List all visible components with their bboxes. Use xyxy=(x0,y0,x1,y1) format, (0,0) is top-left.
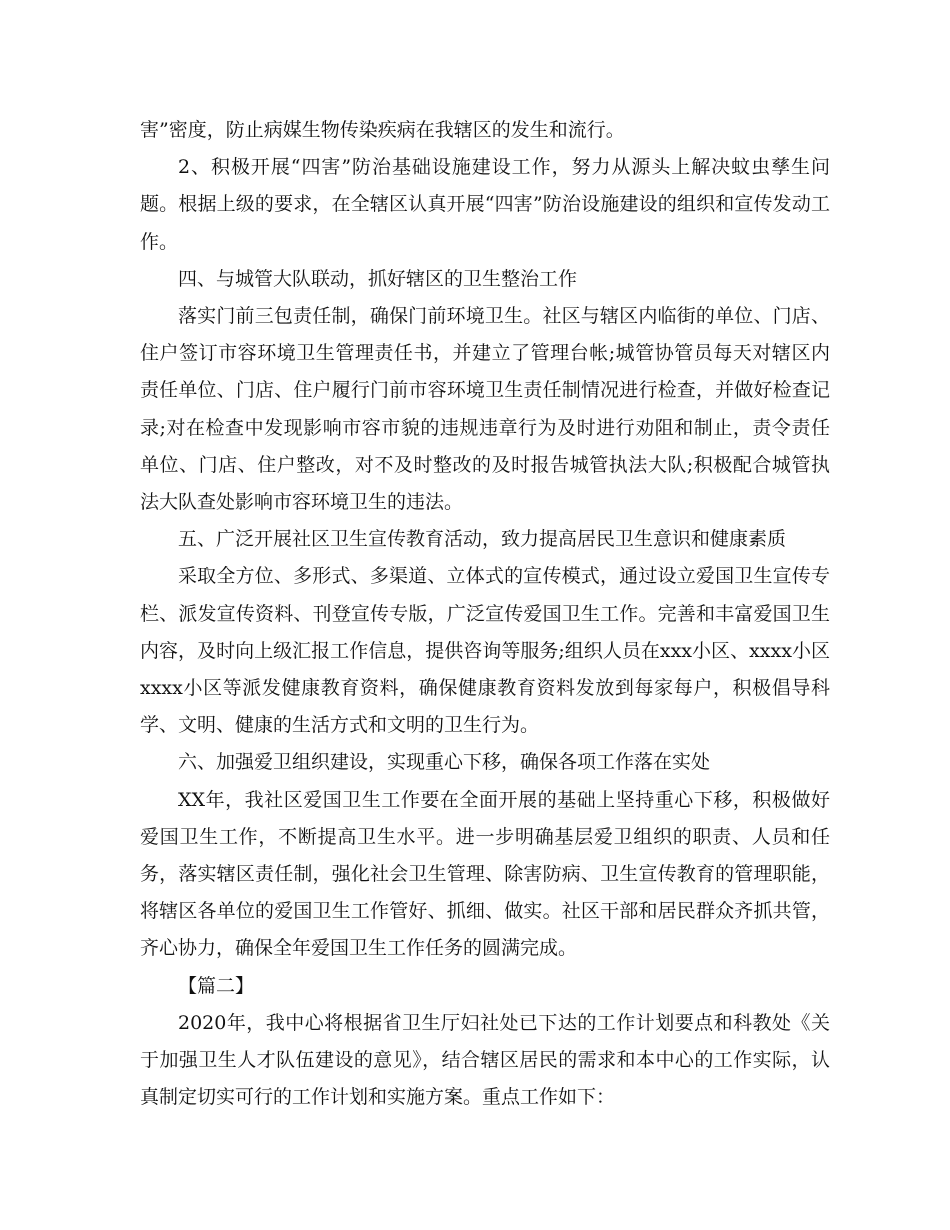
section-heading-5: 五、广泛开展社区卫生宣传教育活动，致力提高居民卫生意识和健康素质 xyxy=(178,528,787,551)
paragraph-continuation: 害”密度，防止病媒生物传染疾病在我辖区的发生和流行。 xyxy=(140,119,625,141)
section-heading-6: 六、加强爱卫组织建设，实现重心下移，确保各项工作落在实处 xyxy=(178,751,711,774)
paragraph-section-4: 落实门前三包责任制，确保门前环境卫生。社区与辖区内临街的单位、门店、住户签订市容环境卫生管理责任书，并建立了管理台帐;城管协管员每天对辖区内责任单位、门店、住户履行门前市容环境卫生责任制情况进行检查，并做好检查记录;对在检查中发现影响市容市貌的违规违章行为及时进行劝阻和制止，责令责任单位、门店、住户整改，对不及时整改的及时报告城管执法大队;积极配合城管执法大队查处影响市容环境卫生的违法。 xyxy=(140,305,830,514)
document-body xyxy=(140,112,830,1116)
paragraph-section-5: 采取全方位、多形式、多渠道、立体式的宣传模式，通过设立爱国卫生宣传专栏、派发宣传资料、刊登宣传专版，广泛宣传爱国卫生工作。完善和丰富爱国卫生内容，及时向上级汇报工作信息，提供咨询等服务;组织人员在xxx小区、xxxx小区xxxx小区等派发健康教育资料，确保健康教育资料发放到每家每户，积极倡导科学、文明、健康的生活方式和文明的卫生行为。 xyxy=(140,565,830,737)
section-heading-4: 四、与城管大队联动，抓好辖区的卫生整治工作 xyxy=(178,267,578,290)
paragraph-item-2: 2、积极开展“四害”防治基础设施建设工作，努力从源头上解决蚊虫孳生问题。根据上级的要求，在全辖区认真开展“四害”防治设施建设的组织和宣传发动工作。 xyxy=(140,156,830,253)
paragraph-section-6: XX年，我社区爱国卫生工作要在全面开展的基础上坚持重心下移，积极做好爱国卫生工作，不断提高卫生水平。进一步明确基层爱卫组织的职责、人员和任务，落实辖区责任制，强化社会卫生管理、除害防病、卫生宣传教育的管理职能，将辖区各单位的爱国卫生工作管好、抓细、做实。社区干部和居民群众齐抓共管，齐心协力，确保全年爱国卫生工作任务的圆满完成。 xyxy=(140,788,830,960)
part-heading-2: 【篇二】 xyxy=(178,974,255,997)
paragraph-part-2-intro: 2020年，我中心将根据省卫生厅妇社处已下达的工作计划要点和科教处《关于加强卫生人才队伍建设的意见》，结合辖区居民的需求和本中心的工作实际，认真制定切实可行的工作计划和实施方案。重点工作如下： xyxy=(140,1011,830,1109)
